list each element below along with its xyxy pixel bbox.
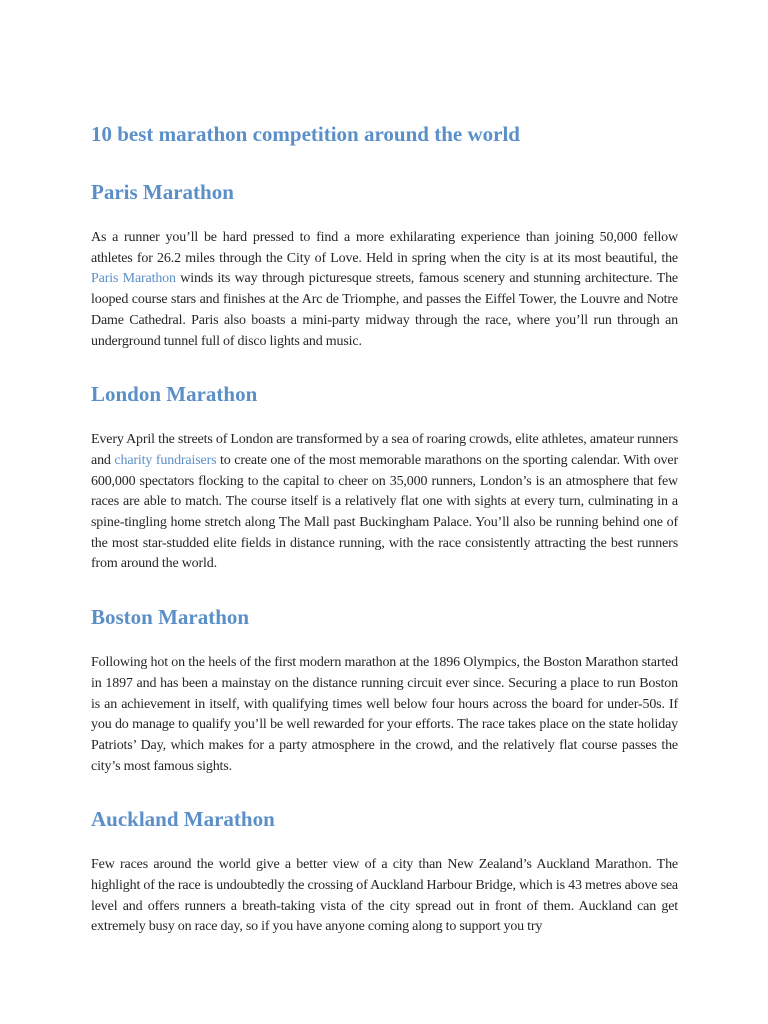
section-heading: London Marathon [91,382,258,407]
section-paragraph [91,430,678,575]
section-boston-marathon [91,603,678,777]
section-paris-marathon [91,178,678,352]
paragraph-text: to create one of the most memorable marathons on the sporting calendar. With over 600,000 spectators flocking to the capital to cheer on 35,000 runners, London’s is an atmosphere that few races are able to match. The course itself is a relatively flat one with sights at every turn, culminating in a spine-tingling home stretch along The Mall past Buckingham Palace. You’ll also be running behind one of the most star-studded elite fields in distance running, with the race consistently attracting the best runners from around the world. [91,452,678,572]
section-paragraph [91,228,678,352]
charity-fundraisers-link[interactable]: charity fundraisers [114,452,217,468]
section-paragraph: Following hot on the heels of the first modern marathon at the 1896 Olympics, the Boston Marathon started in 1897 and has been a mainstay on the distance running circuit ever since. Securing a place to run Boston is an achievement in itself, with qualifying times well below four hours across the board for under-50s. If you do manage to qualify you’ll be well rewarded for your efforts. The race takes place on the state holiday Patriots’ Day, which makes for a party atmosphere in the crowd, and the relatively flat course passes the city’s most famous sights. [91,655,678,774]
section-auckland-marathon [91,805,678,938]
section-heading: Boston Marathon [91,605,250,630]
paris-marathon-link[interactable]: Paris Marathon [91,271,176,287]
section-heading: Paris Marathon [91,180,234,204]
paragraph-text: winds its way through picturesque streets, famous scenery and stunning architecture. The looped course stars and finishes at the Arc de Triomphe, and passes the Eiffel Tower, the Louvre and Notre Dame Cathedral. Paris also boasts a mini-party midway through the race, where you’ll run through an underground tunnel full of disco lights and music. [91,271,678,349]
paragraph-text: Every April the streets of London are transformed by a sea of roaring crowds, elite athletes, amateur runners and [91,432,678,468]
document-title: 10 best marathon competition around the world [91,122,520,146]
section-heading: Auckland Marathon [91,807,275,832]
document-page [91,120,678,966]
section-london-marathon [91,380,678,575]
paragraph-text: As a runner you’ll be hard pressed to find a more exhilarating experience than joining 50,000 fellow athletes for 26.2 miles through the City of Love. Held in spring when the city is at its most beautiful, the [91,230,678,266]
section-paragraph: Few races around the world give a better view of a city than New Zealand’s Auckland Marathon. The highlight of the race is undoubtedly the crossing of Auckland Harbour Bridge, which is 43 metres above sea level and offers runners a breath-taking vista of the city spread out in front of them. Auckland can get extremely busy on race day, so if you have anyone coming along to support you try [91,857,678,935]
